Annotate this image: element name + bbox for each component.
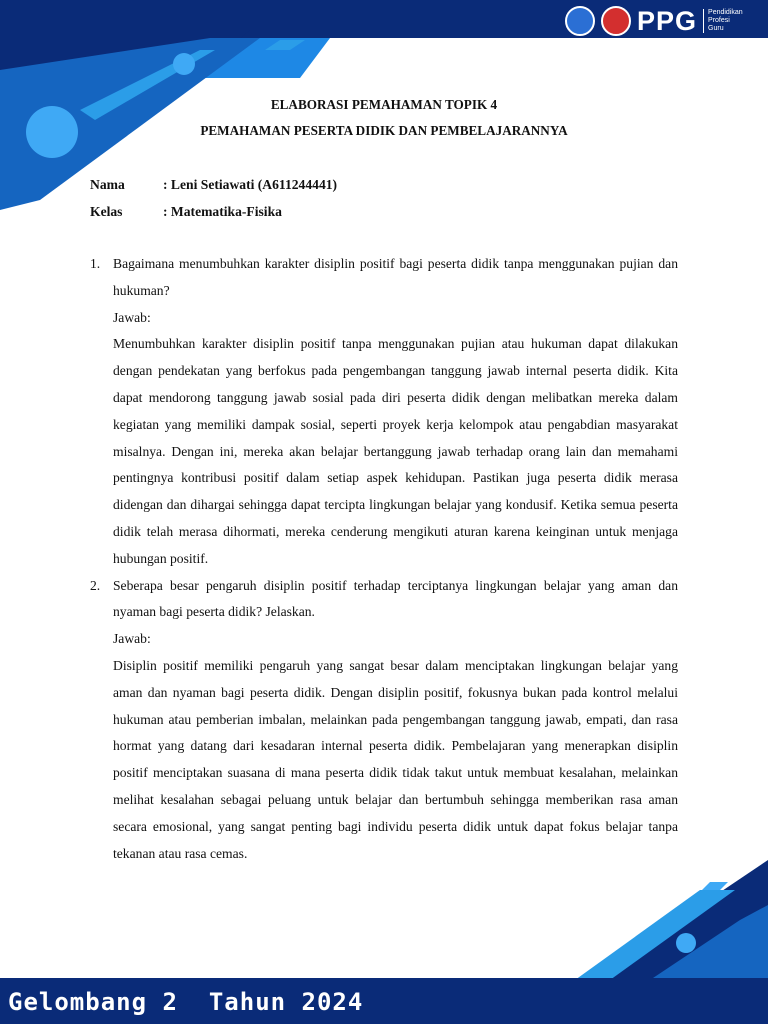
ppg-logo-text: PPG (637, 5, 698, 36)
question-list (90, 251, 678, 867)
question-item (90, 573, 678, 868)
footer-circle (676, 933, 696, 953)
class-label: Kelas (90, 204, 123, 219)
question-number: 2. (90, 577, 101, 593)
answer-text: Menumbuhkan karakter disiplin positif tanpa menggunakan pujian atau hukuman dapat dilakukan dengan pendekatan yang berfokus pada pengembangan tanggung jawab internal peserta didik. Kita dapat mendorong tanggung jawab sosial pada diri peserta didik dengan melibatkan mereka dalam kegiatan yang memiliki dampak sosial, seperti proyek kerja kelompok atau pengabdian masyarakat misalnya. Dengan ini, mereka akan belajar bertanggung jawab terhadap orang lain dan memahami pentingnya kontribusi positif dalam setiap aspek kehidupan. Pastikan juga peserta didik merasa didengan dan dihargai sehingga dapat tercipta lingkungan belajar yang kondusif. Ketika semua peserta didik telah merasa dihormati, mereka cenderung mengikuti aturan karena keinginan untuk menjaga hubungan positif. (113, 336, 678, 566)
answer-text: Disiplin positif memiliki pengaruh yang sangat besar dalam menciptakan lingkungan belajar yang aman dan nyaman bagi peserta didik. Dengan disiplin positif, fokusnya bukan pada kontrol melalui hukuman atau pemberian imbalan, melainkan pada pengembangan tanggung jawab, empati, dan rasa hormat yang datang dari kesadaran internal peserta didik. Pembelajaran yang menerapkan disiplin positif menciptakan suasana di mana peserta didik tidak takut untuk membuat kesalahan, melainkan melihat kesalahan sebagai peluang untuk belajar dan bertumbuh sehingga memberikan rasa aman secara emosional, yang sangat penting bagi individu peserta didik untuk dapat fokus belajar tanpa tekanan atau rasa cemas. (113, 657, 678, 861)
title-line-1: ELABORASI PEMAHAMAN TOPIK 4 (270, 97, 498, 112)
class-row (90, 198, 337, 225)
answer-label: Jawab: (113, 309, 151, 325)
header-logos (565, 2, 743, 40)
header-circle-small (173, 53, 195, 75)
ppg-logo-subtitle: Pendidikan Profesi Guru (703, 9, 743, 33)
class-value: : Matematika-Fisika (163, 204, 282, 219)
university-logo (601, 6, 631, 36)
name-row (90, 171, 337, 198)
footer-batch-year: Gelombang 2 Tahun 2024 (8, 988, 364, 1016)
question-text: Seberapa besar pengaruh disiplin positif terhadap terciptanya lingkungan belajar yang aman dan nyaman bagi peserta didik? Jelaskan. (113, 577, 678, 620)
question-item (90, 251, 678, 573)
answer-label: Jawab: (113, 631, 151, 647)
name-label: Nama (90, 177, 125, 192)
footer-stripe-accent (702, 882, 728, 890)
question-body (113, 573, 678, 868)
question-text: Bagaimana menumbuhkan karakter disiplin positif bagi peserta didik tanpa menggunakan pujian dan hukuman? (113, 256, 678, 298)
question-body (113, 251, 678, 573)
title-line-2: PEMAHAMAN PESERTA DIDIK DAN PEMBELAJARANNYA (200, 123, 568, 138)
question-number: 1. (90, 256, 101, 271)
document-title (0, 92, 768, 144)
name-value: : Leni Setiawati (A611244441) (163, 177, 338, 192)
student-identity (90, 171, 337, 225)
kemendikbud-logo (565, 6, 595, 36)
